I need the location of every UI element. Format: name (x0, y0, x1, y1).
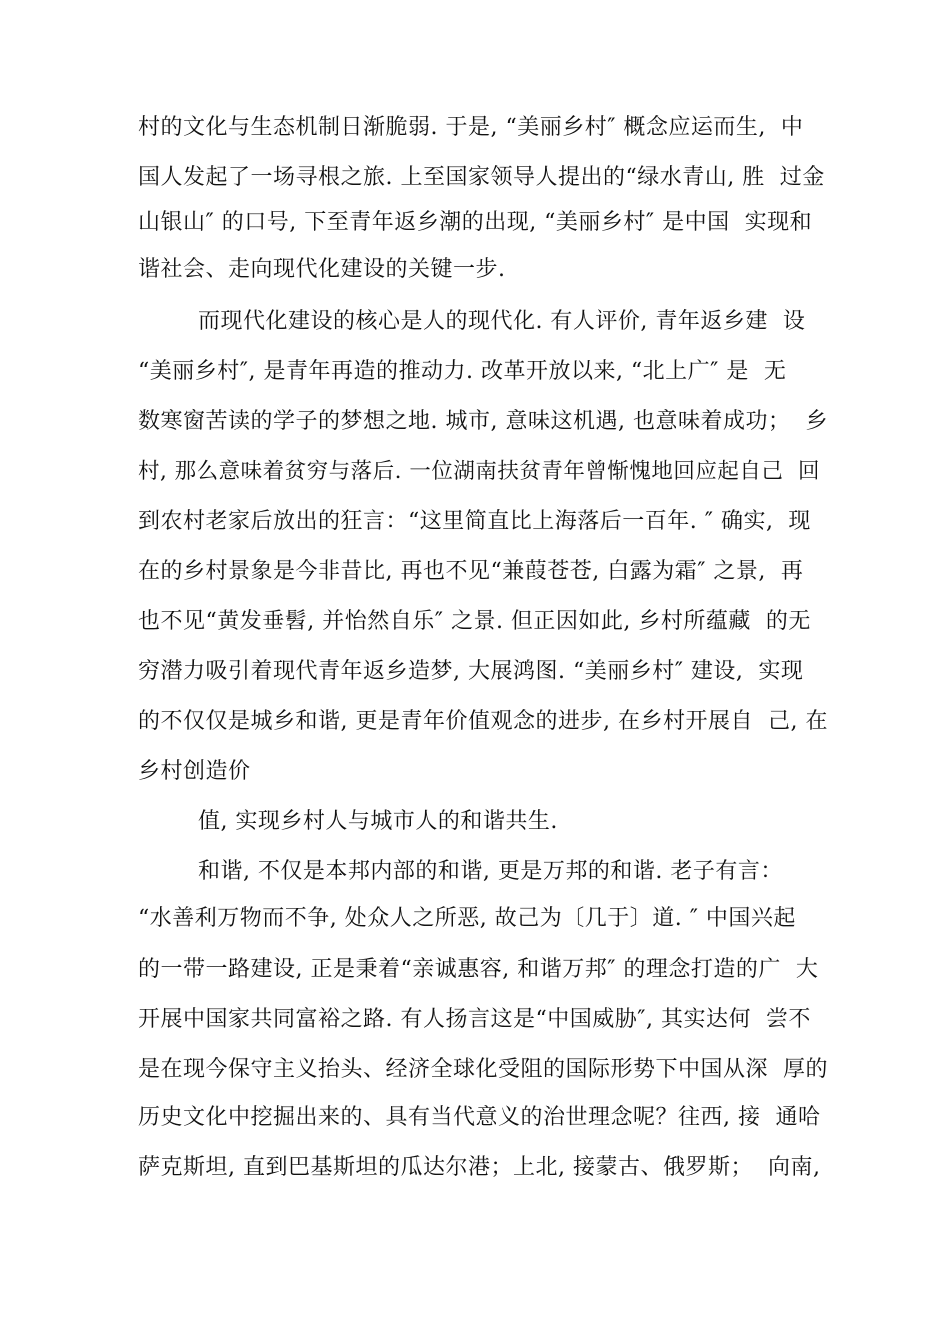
text-line-18: 的一带一路建设, 正是秉着“亲诚惠容, 和谐万邦″ 的理念打造的广 大 (138, 957, 819, 982)
text-line-16: 和谐, 不仅是本邦内部的和谐, 更是万邦的和谐. 老子有言： (138, 859, 783, 884)
text-line-13: 的不仅仅是城乡和谐, 更是青年价值观念的进步, 在乡村开展自 己, 在 (138, 709, 828, 734)
text-line-9: 到农村老家后放出的狂言：“这里简直比上海落后一百年. ″ 确实, 现 (138, 509, 811, 534)
text-line-17: “水善利万物而不争, 处众人之所恶, 故己为〔几于〕道. ″ 中国兴起 (138, 906, 796, 931)
text-line-4: 谐社会、走向现代化建设的关键一步. (138, 257, 506, 282)
text-line-19: 开展中国家共同富裕之路. 有人扬言这是“中国威胁″, 其实达何 尝不 (138, 1007, 811, 1032)
text-line-5: 而现代化建设的核心是人的现代化. 有人评价, 青年返乡建 设 (138, 309, 806, 334)
text-line-2: 国人发起了一场寻根之旅. 上至国家领导人提出的“绿水青山, 胜 过金 (138, 165, 825, 190)
text-line-8: 村, 那么意味着贫穷与落后. 一位湖南扶贫青年曾惭愧地回应起自己 回 (138, 459, 821, 484)
text-line-20: 是在现今保守主义抬头、经济全球化受阻的国际形势下中国从深 厚的 (138, 1057, 828, 1082)
text-line-11: 也不见“黄发垂髫, 并怡然自乐″ 之景. 但正因如此, 乡村所蕴藏 的无 (138, 609, 811, 634)
text-line-14: 乡村创造价 (138, 759, 251, 784)
text-line-15: 值, 实现乡村人与城市人的和谐共生. (138, 809, 558, 834)
text-line-3: 山银山″ 的口号, 下至青年返乡潮的出现, “美丽乡村″ 是中国 实现和 (138, 210, 813, 235)
text-line-6: “美丽乡村″, 是青年再造的推动力. 改革开放以来, “北上广″ 是 无 (138, 359, 787, 384)
text-line-12: 穷潜力吸引着现代青年返乡造梦, 大展鸿图. “美丽乡村″ 建设, 实现 (138, 659, 804, 684)
text-line-1: 村的文化与生态机制日渐脆弱. 于是, “美丽乡村″ 概念应运而生, 中 (138, 115, 804, 140)
text-line-10: 在的乡村景象是今非昔比, 再也不见“兼葭苍苍, 白露为霜″ 之景, 再 (138, 559, 804, 584)
text-line-22: 萨克斯坦, 直到巴基斯坦的瓜达尔港；上北, 接蒙古、俄罗斯； 向南, (138, 1155, 821, 1180)
text-line-7: 数寒窗苦读的学子的梦想之地. 城市, 意味这机遇, 也意味着成功； 乡 (138, 409, 828, 434)
text-line-21: 历史文化中挖掘出来的、具有当代意义的治世理念呢？往西, 接 通哈 (138, 1105, 821, 1130)
